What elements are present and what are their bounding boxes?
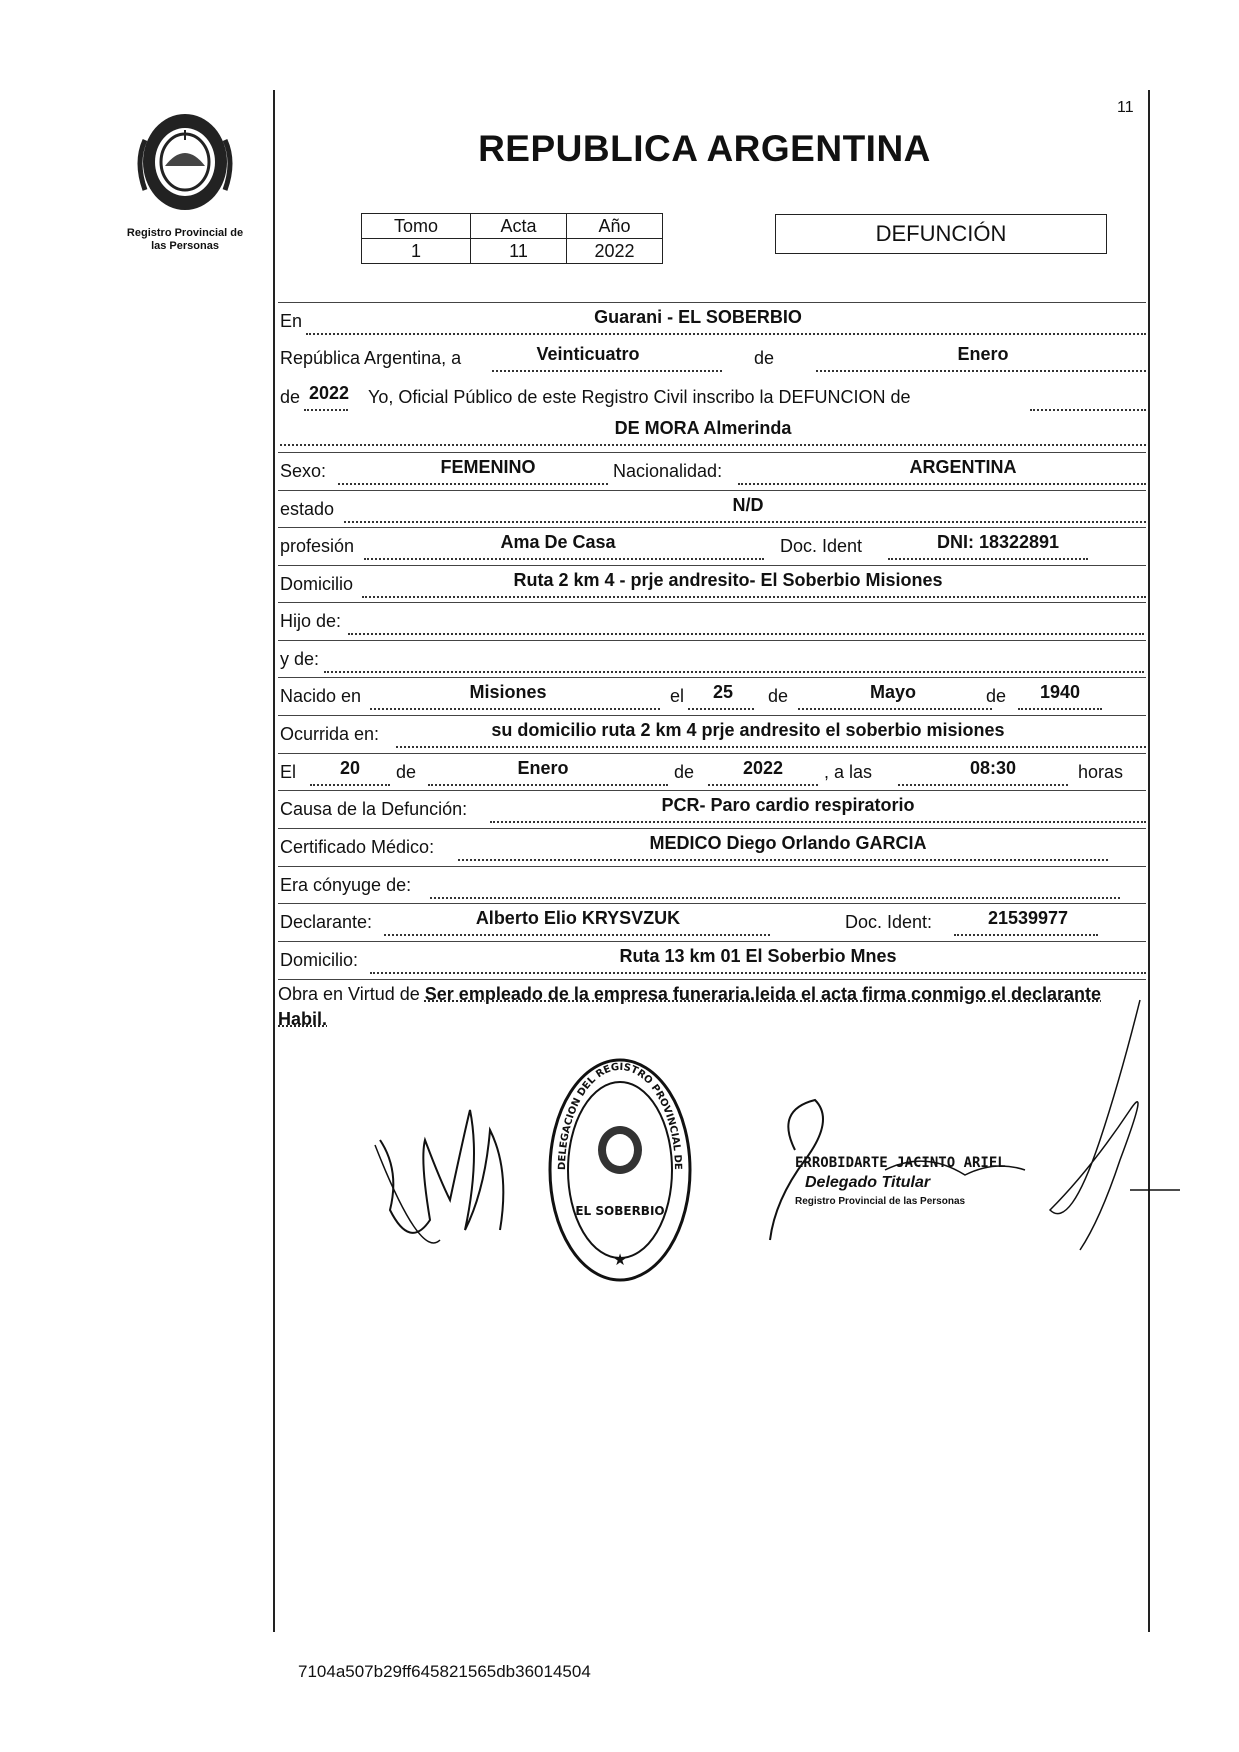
value-nacido-en: Misiones (469, 682, 547, 702)
label-domicilio: Domicilio: (280, 950, 359, 970)
label-en: En (280, 311, 303, 331)
row-causa (278, 791, 1148, 827)
value-def-mes: Enero (517, 758, 569, 778)
row-nacido (278, 678, 1148, 714)
dotted-line (798, 708, 992, 710)
value-profesion: Ama De Casa (500, 532, 616, 552)
official-name: ERROBIDARTE JACINTO ARIEL (795, 1155, 1006, 1171)
value-hora: 08:30 (969, 758, 1017, 778)
label-declarante: Declarante: (280, 912, 373, 932)
label-hijo-de: Hijo de: (280, 611, 342, 631)
value-mes: Enero (957, 344, 1009, 364)
dotted-line (738, 483, 1146, 485)
label-sexo: Sexo: (280, 461, 327, 481)
label-nacionalidad: Nacionalidad: (613, 461, 723, 481)
row-sexo (278, 453, 1148, 489)
row-estado (278, 491, 1148, 527)
dotted-line (816, 370, 1146, 372)
dotted-line (304, 409, 348, 411)
logo-caption-line2: las Personas (151, 240, 219, 252)
label-el: El (280, 762, 297, 782)
value-obra: Ser empleado de la empresa funeraria.leida el acta firma conmigo el declarante Habil. (278, 984, 1102, 1029)
declarant-signature (370, 1100, 530, 1260)
value-anio: 2022 (567, 239, 663, 264)
value-nombre: DE MORA Almerinda (614, 418, 792, 438)
label-yo-text: Yo, Oficial Público de este Registro Civil inscribo la DEFUNCION de (368, 387, 911, 407)
label-republica: República Argentina, a (280, 348, 462, 368)
record-table (361, 213, 663, 264)
dotted-line (428, 784, 668, 786)
value-acta: 11 (471, 239, 567, 264)
value-dia-letras: Veinticuatro (536, 344, 640, 364)
label-el: el (670, 686, 685, 706)
dotted-line (364, 558, 764, 560)
value-sexo: FEMENINO (440, 457, 536, 477)
dotted-line (888, 558, 1088, 560)
dotted-line (306, 333, 1146, 335)
document-type-box: DEFUNCIÓN (775, 214, 1107, 254)
value-def-dia: 20 (339, 758, 361, 778)
value-domicilio: Ruta 2 km 4 - prje andresito- El Soberbio Misiones (513, 570, 943, 590)
row-en (278, 303, 1148, 339)
row-certificado (278, 829, 1148, 865)
dotted-line (370, 972, 1146, 974)
signature-flourish (1040, 990, 1180, 1260)
value-doc2: 21539977 (987, 908, 1069, 928)
logo-caption-line1: Registro Provincial de (126, 227, 244, 239)
dotted-line (338, 483, 608, 485)
official-role: Delegado Titular (805, 1174, 931, 1191)
label-nacido-en: Nacido en (280, 686, 362, 706)
value-tomo: 1 (362, 239, 471, 264)
dotted-line (324, 671, 1144, 673)
value-nac-anio: 1940 (1039, 682, 1081, 702)
label-de: de (986, 686, 1007, 706)
header-acta: Acta (471, 214, 567, 239)
label-profesion: profesión (280, 536, 355, 556)
label-obra: Obra en Virtud de (278, 984, 420, 1004)
left-margin-line (273, 90, 275, 1632)
value-domicilio2: Ruta 13 km 01 El Soberbio Mnes (619, 946, 897, 966)
dotted-line (688, 708, 754, 710)
row-fecha-inscripcion (278, 340, 1148, 376)
value-en: Guarani - EL SOBERBIO (594, 307, 802, 327)
label-de: de (280, 387, 301, 407)
dotted-line (458, 859, 1108, 861)
row-nombre (278, 414, 1148, 450)
dotted-line (344, 521, 1146, 523)
label-de: de (396, 762, 417, 782)
svg-text:EL SOBERBIO: EL SOBERBIO (575, 1204, 665, 1218)
value-certificado: MEDICO Diego Orlando GARCIA (649, 833, 927, 853)
dotted-line (310, 784, 390, 786)
value-ocurrida: su domicilio ruta 2 km 4 prje andresito el soberbio misiones (491, 720, 1005, 740)
value-nacionalidad: ARGENTINA (909, 457, 1017, 477)
dotted-line (370, 708, 660, 710)
dotted-line (898, 784, 1068, 786)
dotted-line (280, 444, 1146, 446)
page-number: 11 (1117, 99, 1134, 116)
row-hijo-de (278, 603, 1148, 639)
label-causa: Causa de la Defunción: (280, 799, 468, 819)
value-causa: PCR- Paro cardio respiratorio (661, 795, 915, 815)
dotted-line (954, 934, 1098, 936)
official-org: Registro Provincial de las Personas (795, 1196, 966, 1207)
row-fecha-defuncion (278, 754, 1148, 790)
svg-text:DELEGACION DEL REGISTRO PROVIN: DELEGACION DEL REGISTRO PROVINCIAL DE (556, 1061, 684, 1171)
label-certificado: Certificado Médico: (280, 837, 435, 857)
right-margin-line (1148, 90, 1150, 1632)
dotted-line (708, 784, 818, 786)
dotted-line (348, 633, 1144, 635)
value-doc: DNI: 18322891 (936, 532, 1060, 552)
dotted-line (1018, 708, 1102, 710)
label-conyuge: Era cónyuge de: (280, 875, 412, 895)
row-divider (278, 979, 1146, 980)
row-anio-yo (278, 379, 1148, 415)
official-stamp (545, 1055, 695, 1285)
dotted-line (490, 821, 1146, 823)
dotted-line (492, 370, 722, 372)
label-horas: horas (1078, 762, 1124, 782)
header-tomo: Tomo (362, 214, 471, 239)
official-signature-block (765, 1090, 1065, 1250)
svg-text:★: ★ (612, 1252, 628, 1269)
dotted-line (430, 897, 1120, 899)
header-anio: Año (567, 214, 663, 239)
label-de: de (674, 762, 695, 782)
row-y-de (278, 641, 1148, 677)
label-domicilio: Domicilio (280, 574, 354, 594)
label-doc-ident: Doc. Ident: (845, 912, 933, 932)
dotted-line (362, 596, 1146, 598)
logo-caption (100, 227, 270, 253)
value-declarante: Alberto Elio KRYSVZUK (475, 908, 681, 928)
value-estado: N/D (732, 495, 764, 515)
label-de: de (754, 348, 775, 368)
row-conyuge (278, 867, 1148, 903)
dotted-line (1030, 409, 1146, 411)
label-doc-ident: Doc. Ident (780, 536, 863, 556)
document-hash: 7104a507b29ff645821565db36014504 (298, 1662, 591, 1681)
row-declarante (278, 904, 1148, 940)
label-y-de: y de: (280, 649, 320, 669)
row-profesion (278, 528, 1148, 564)
value-def-anio: 2022 (742, 758, 784, 778)
label-a-las: , a las (824, 762, 873, 782)
label-de: de (768, 686, 789, 706)
dotted-line (384, 934, 770, 936)
label-ocurrida: Ocurrida en: (280, 724, 380, 744)
value-nac-mes: Mayo (869, 682, 916, 702)
row-ocurrida (278, 716, 1148, 752)
value-anio: 2022 (308, 383, 350, 403)
obra-en-virtud (278, 982, 1148, 1032)
row-domicilio-declarante (278, 942, 1148, 978)
dotted-line (396, 746, 1146, 748)
page-title: REPUBLICA ARGENTINA (478, 128, 931, 169)
label-estado: estado (280, 499, 335, 519)
value-nac-dia: 25 (712, 682, 734, 702)
row-domicilio (278, 566, 1148, 602)
